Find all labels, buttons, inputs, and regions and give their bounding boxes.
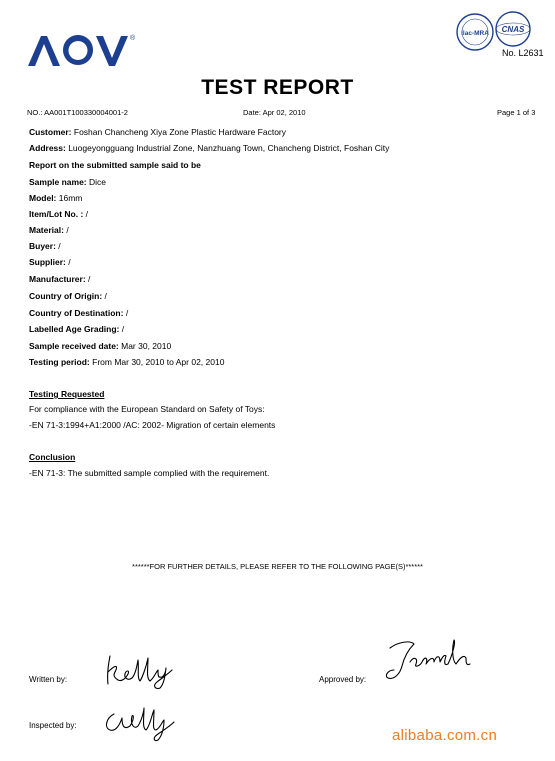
registered-mark: ® (130, 35, 136, 42)
field-country-destination: Country of Destination: / (29, 308, 129, 318)
ilac-seal-label: ilac-MRA (461, 30, 489, 37)
testing-standard-line: -EN 71-3:1994+A1:2000 /AC: 2002- Migration of certain elements (29, 420, 276, 430)
report-date: Date: Apr 02, 2010 (243, 108, 306, 117)
inspected-by-label: Inspected by: (29, 721, 77, 730)
field-report-on: Report on the submitted sample said to be (29, 160, 201, 170)
handwritten-signature-icon (102, 648, 182, 690)
written-by-signature (102, 648, 182, 695)
company-logo (26, 30, 136, 75)
handwritten-signature-icon (380, 636, 480, 684)
field-customer: Customer: Foshan Chancheng Xiya Zone Plastic Hardware Factory (29, 127, 287, 137)
field-age-grading: Labelled Age Grading: / (29, 324, 125, 334)
cnas-seal-label: CNAS (501, 25, 525, 34)
aov-logo-icon (26, 30, 136, 70)
page-number: Page 1 of 3 (497, 108, 536, 117)
field-item-lot: Item/Lot No. : / (29, 209, 89, 219)
handwritten-signature-icon (100, 700, 182, 744)
field-buyer: Buyer: / (29, 241, 61, 251)
testing-requested-heading: Testing Requested (29, 389, 105, 399)
field-sample-name: Sample name: Dice (29, 177, 107, 187)
further-details-note: ******FOR FURTHER DETAILS, PLEASE REFER TO THE FOLLOWING PAGE(S)****** (132, 562, 423, 571)
field-received-date: Sample received date: Mar 30, 2010 (29, 341, 172, 351)
conclusion-line: -EN 71-3: The submitted sample complied with the requirement. (29, 468, 270, 478)
field-supplier: Supplier: / (29, 257, 71, 267)
field-material: Material: / (29, 225, 69, 235)
field-address: Address: Luogeyongguang Industrial Zone, Nanzhuang Town, Chancheng District, Foshan City (29, 143, 390, 153)
approved-by-label: Approved by: (319, 675, 367, 684)
alibaba-watermark: alibaba.com.cn (392, 727, 498, 744)
inspected-by-signature (100, 700, 182, 749)
conclusion-heading: Conclusion (29, 452, 76, 462)
field-manufacturer: Manufacturer: / (29, 274, 91, 284)
field-testing-period: Testing period: From Mar 30, 2010 to Apr 02, 2010 (29, 357, 225, 367)
approved-by-signature (380, 636, 480, 689)
field-country-origin: Country of Origin: / (29, 291, 107, 301)
testing-requested-line: For compliance with the European Standard on Safety of Toys: (29, 404, 265, 414)
page-title: TEST REPORT (201, 76, 354, 99)
report-number: NO.: AA001T100330004001-2 (27, 108, 128, 117)
field-model: Model: 16mm (29, 193, 83, 203)
written-by-label: Written by: (29, 675, 68, 684)
accreditation-number: No. L2631 (502, 48, 544, 58)
